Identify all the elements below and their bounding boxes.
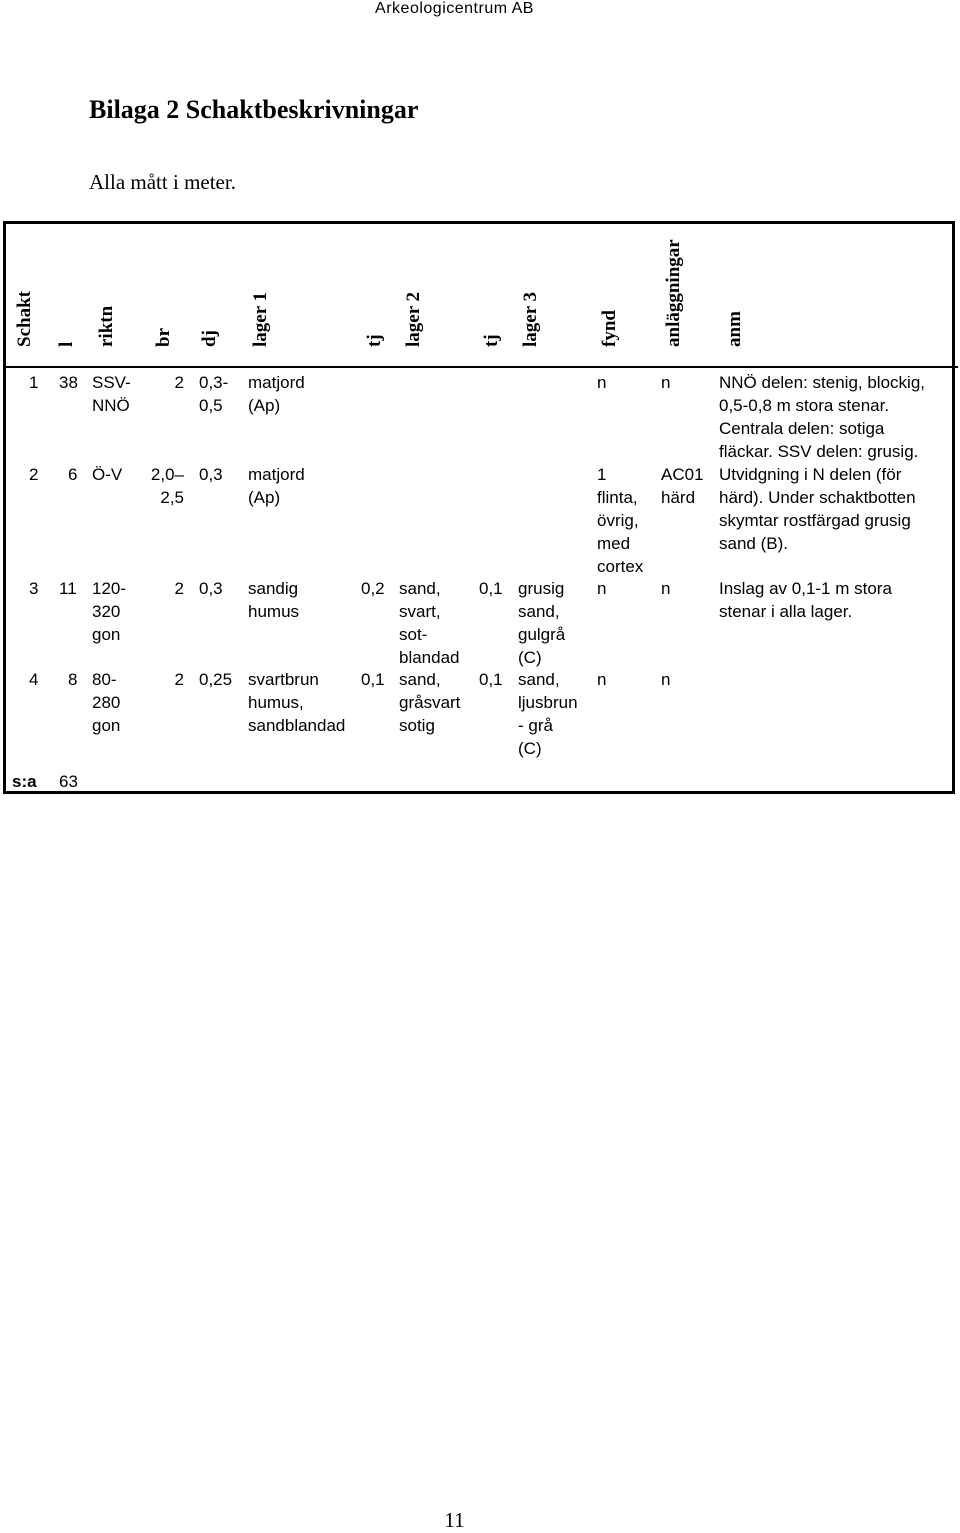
column-header-layer1: lager 1 — [250, 291, 271, 347]
cell-layer2: sand, svart, sot- blandad — [399, 579, 460, 667]
cell-thickness1: 0,1 — [361, 670, 385, 689]
column-header-schakt: Schakt — [14, 291, 35, 347]
column-header-finds: fynd — [599, 310, 620, 347]
document-subtitle: Alla mått i meter. — [89, 170, 236, 194]
page-number: 11 — [444, 1508, 465, 1532]
cell-remarks: Utvidgning i N delen (för härd). Under schaktbotten skymtar rostfärgad grusig sand (B). — [719, 465, 916, 553]
cell-finds: 1 flinta, övrig, med cortex — [597, 465, 644, 576]
column-header-length: l — [56, 341, 77, 347]
cell-direction: Ö-V — [92, 465, 123, 484]
cell-features: AC01 härd — [661, 465, 704, 507]
cell-layer1: matjord (Ap) — [248, 465, 305, 507]
sum-value: 63 — [59, 772, 78, 791]
cell-depth: 0,25 — [199, 670, 233, 689]
cell-remarks: NNÖ delen: stenig, blockig, 0,5-0,8 m stora stenar. Centrala delen: sotiga fläckar. SSV delen: grusig. — [719, 373, 925, 461]
document-title: Bilaga 2 Schaktbeskrivningar — [89, 95, 419, 124]
cell-finds: n — [597, 670, 607, 689]
cell-length: 38 — [59, 373, 78, 392]
sum-label: s:a — [12, 772, 37, 791]
cell-layer1: sandig humus — [248, 579, 300, 621]
cell-features: n — [661, 670, 671, 689]
cell-depth: 0,3 — [199, 579, 223, 598]
cell-thickness1: 0,2 — [361, 579, 385, 598]
cell-remarks: Inslag av 0,1-1 m stora stenar i alla lager. — [719, 579, 892, 621]
column-header-width: br — [153, 328, 174, 347]
cell-direction: 80- 280 gon — [92, 670, 121, 735]
cell-length: 11 — [59, 579, 77, 598]
cell-schakt: 4 — [29, 670, 39, 689]
cell-direction: 120- 320 gon — [92, 579, 127, 644]
cell-direction: SSV- NNÖ — [92, 373, 131, 415]
cell-features: n — [661, 373, 671, 392]
cell-width: 2 — [174, 670, 184, 689]
cell-layer2: sand, gråsvart sotig — [399, 670, 461, 735]
column-header-remarks: anm — [724, 311, 745, 347]
cell-schakt: 1 — [29, 373, 39, 392]
header-divider — [3, 366, 958, 368]
cell-layer3: sand, ljusbrun - grå (C) — [518, 670, 578, 758]
cell-layer3: grusig sand, gulgrå (C) — [518, 579, 566, 667]
column-header-features: anläggningar — [663, 239, 684, 347]
cell-features: n — [661, 579, 671, 598]
cell-schakt: 3 — [29, 579, 39, 598]
cell-length: 8 — [68, 670, 78, 689]
company-header: Arkeologicentrum AB — [375, 0, 534, 17]
cell-width: 2,0– 2,5 — [150, 465, 184, 507]
column-header-direction: riktn — [96, 305, 117, 347]
cell-finds: n — [597, 579, 607, 598]
cell-finds: n — [597, 373, 607, 392]
cell-thickness2: 0,1 — [479, 670, 503, 689]
column-header-layer2: lager 2 — [403, 291, 424, 347]
cell-thickness2: 0,1 — [479, 579, 503, 598]
column-header-thickness1: tj — [364, 334, 385, 347]
cell-width: 2 — [174, 373, 184, 392]
column-header-layer3: lager 3 — [520, 291, 541, 347]
cell-length: 6 — [68, 465, 78, 484]
cell-width: 2 — [174, 579, 184, 598]
cell-depth: 0,3 — [199, 465, 223, 484]
cell-depth: 0,3- 0,5 — [199, 373, 229, 415]
column-header-thickness2: tj — [481, 334, 502, 347]
column-header-depth: dj — [199, 330, 220, 347]
cell-schakt: 2 — [29, 465, 39, 484]
cell-layer1: svartbrun humus, sandblandad — [248, 670, 346, 735]
cell-layer1: matjord (Ap) — [248, 373, 305, 415]
